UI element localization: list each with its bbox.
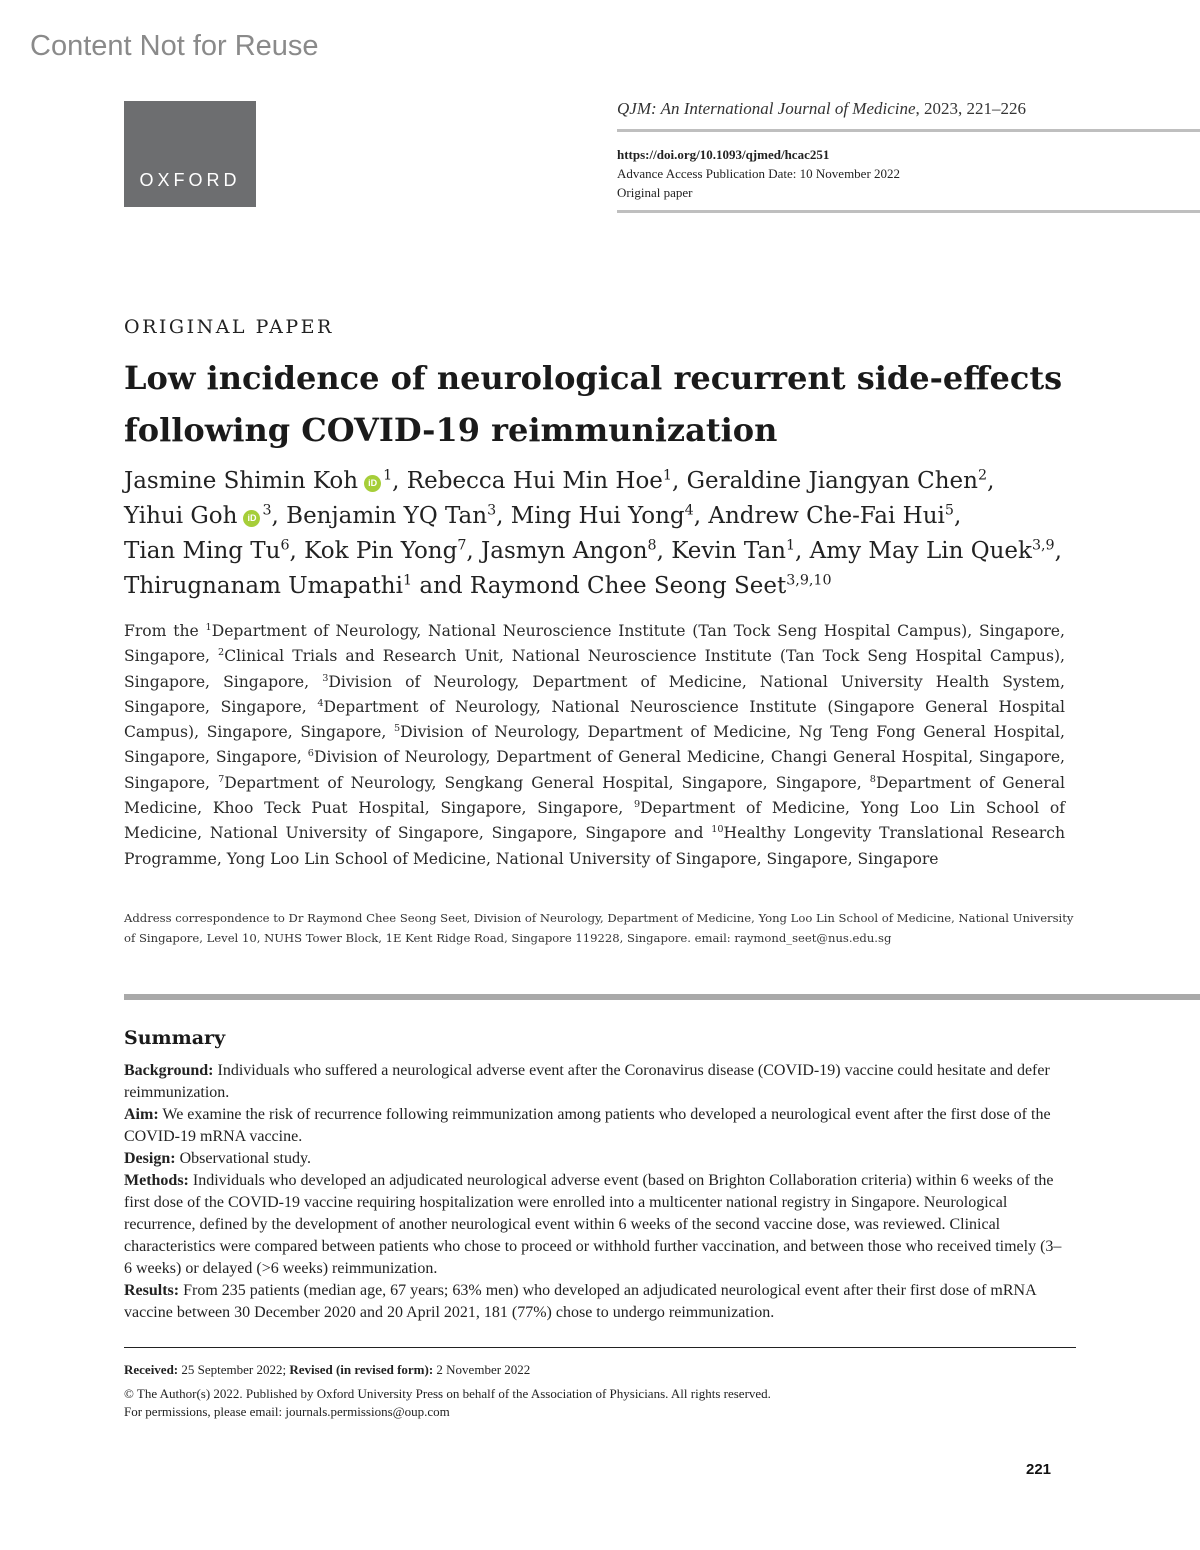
summary-background: Background: Individuals who suffered a neurological adverse event after the Coronavirus disease (COVID-19) vaccine could hesitate and defer reimmunization. — [124, 1062, 1050, 1101]
oxford-logo — [124, 101, 256, 207]
author: Benjamin YQ Tan$^3$, — [286, 502, 511, 529]
summary-methods: Methods: Individuals who developed an adjudicated neurological adverse event (based on Brighton Collaboration criteria) within 6 weeks of the first dose of the COVID-19 vaccine requiring hospitalization were enrolled into a multicenter national registry in Singapore. Neurological recurrence, defined by the development of another neurological event within 6 weeks of the second vaccine dose, was reviewed. Clinical characteristics were compared between patients who chose to proceed or withhold further vaccination, and between those who received timely (3–6 weeks) or delayed (>6 weeks) reimmunization. — [124, 1172, 1062, 1277]
summary-results: Results: From 235 patients (median age, 67 years; 63% men) who developed an adjudicated neurological event after their first dose of mRNA vaccine between 30 December 2020 and 20 April 2021, 181 (77%) chose to undergo reimmunization. — [124, 1282, 1036, 1321]
author: Jasmine Shimin Koh iD $^1$, — [124, 467, 407, 494]
author: Rebecca Hui Min Hoe$^1$, — [406, 467, 687, 494]
header-rule-bottom — [617, 210, 1200, 213]
summary-heading: Summary — [124, 1027, 226, 1049]
author: Kevin Tan$^1$, — [671, 537, 810, 564]
journal-citation — [617, 99, 1026, 119]
page-number: 221 — [1026, 1461, 1052, 1478]
title-line: Low incidence of neurological recurrent side-effects — [124, 359, 1063, 397]
author: Ming Hui Yong$^4$, — [510, 502, 709, 529]
author: Yihui Goh iD $^3$, — [124, 502, 287, 529]
author: Raymond Chee Seong Seet$^{3,9,10}$ — [469, 572, 832, 599]
watermark-text: Content Not for Reuse — [30, 30, 319, 62]
section-label: ORIGINAL PAPER — [124, 316, 334, 338]
header-rule-top — [617, 129, 1200, 132]
summary-divider — [124, 994, 1200, 1000]
footer-divider — [124, 1347, 1076, 1348]
author: Andrew Che-Fai Hui$^5$, — [708, 502, 962, 529]
publication-date: Advance Access Publication Date: 10 November 2022 — [617, 166, 901, 181]
copyright-notice — [124, 1385, 771, 1421]
author: Kok Pin Yong$^7$, — [304, 537, 482, 564]
author-list — [124, 464, 1124, 604]
paper-title — [124, 352, 1124, 456]
author: Jasmyn Angon$^8$, — [481, 537, 672, 564]
orcid-icon[interactable]: iD — [243, 510, 260, 527]
journal-name: QJM: An International Journal of Medicine — [617, 99, 916, 118]
author: Thirugnanam Umapathi$^1$ and — [124, 572, 470, 599]
correspondence-address: Address correspondence to Dr Raymond Chee Seong Seet, Division of Neurology, Department of Medicine, Yong Loo Lin School of Medicine, National University of Singapore, Level 10, NUHS Tower Block, 1E Kent Ridge Road, Singapore 119228, Singapore. email: raymond_seet@nus.edu.sg — [124, 911, 1074, 945]
copyright-line: © The Author(s) 2022. Published by Oxford University Press on behalf of the Association of Physicians. All rights reserved. — [124, 1386, 771, 1401]
author: Tian Ming Tu$^6$, — [124, 537, 305, 564]
orcid-icon[interactable]: iD — [364, 475, 381, 492]
doi-link[interactable]: https://doi.org/10.1093/qjmed/hcac251 — [617, 147, 830, 162]
logo-text: OXFORD — [139, 170, 241, 190]
author: Amy May Lin Quek$^{3,9}$, — [809, 537, 1062, 564]
article-meta — [617, 145, 900, 202]
summary-aim: Aim: We examine the risk of recurrence following reimmunization among patients who developed a neurological event after the first dose of the COVID-19 mRNA vaccine. — [124, 1106, 1051, 1145]
journal-year-pages: , 2023, 221–226 — [915, 99, 1027, 118]
summary-design: Design: Observational study. — [124, 1150, 311, 1167]
received-dates: Received: 25 September 2022; Revised (in revised form): 2 November 2022 — [124, 1362, 531, 1377]
permissions-line: For permissions, please email: journals.permissions@oup.com — [124, 1404, 450, 1419]
title-line: following COVID-19 reimmunization — [124, 411, 778, 449]
affiliations: From the $^1$Department of Neurology, National Neuroscience Institute (Tan Tock Seng Hospital Campus), Singapore, Singapore, $^2$Clinical Trials and Research Unit, National Neuroscience Institute (Tan Tock Seng Hospital Campus), Singapore, Singapore, $^3$Division of Neurology, Department of Medicine, National University Health System, Singapore, Singapore, $^4$Department of Neurology, National Neuroscience Institute (Singapore General Hospital Campus), Singapore, Singapore, $^5$Division of Neurology, Department of Medicine, Ng Teng Fong General Hospital, Singapore, Singapore, $^6$Division of Neurology, Department of General Medicine, Changi General Hospital, Singapore, Singapore, $^7$Department of Neurology, Sengkang General Hospital, Singapore, Singapore, $^8$Department of General Medicine, Khoo Teck Puat Hospital, Singapore, Singapore, $^9$Department of Medicine, Yong Loo Lin School of Medicine, National University of Singapore, Singapore, Singapore and $^{10}$Healthy Longevity Translational Research Programme, Yong Loo Lin School of Medicine, National University of Singapore, Singapore, Singapore — [124, 621, 1066, 868]
author: Geraldine Jiangyan Chen$^2$, — [686, 467, 995, 494]
article-type: Original paper — [617, 185, 693, 200]
summary-abstract — [124, 1060, 1064, 1324]
